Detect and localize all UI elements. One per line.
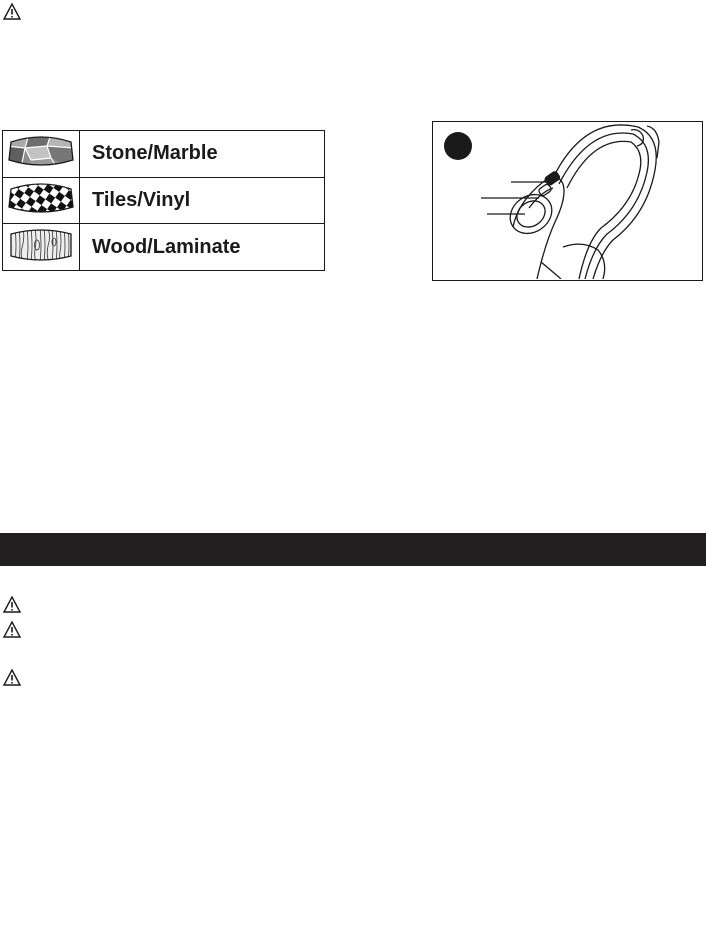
- warning-triangle-icon: [3, 3, 21, 20]
- handheld-device-handle-illustration: [433, 122, 701, 279]
- floor-type-label: Wood/Laminate: [80, 224, 325, 271]
- floor-type-label: Stone/Marble: [80, 131, 325, 178]
- stone-marble-icon: [3, 131, 80, 178]
- warning-triangle-icon: [3, 596, 21, 613]
- floor-type-row: [3, 224, 325, 271]
- step-number-circle: [444, 132, 472, 160]
- floor-type-table: [2, 130, 325, 271]
- device-illustration-figure: [432, 121, 703, 281]
- wood-laminate-icon: [3, 224, 80, 271]
- warning-triangle-icon: [3, 621, 21, 638]
- warning-triangle-icon: [3, 669, 21, 686]
- floor-type-row: [3, 177, 325, 224]
- tiles-vinyl-icon: [3, 177, 80, 224]
- floor-type-label: Tiles/Vinyl: [80, 177, 325, 224]
- section-header-bar: [0, 533, 706, 566]
- floor-type-row: [3, 131, 325, 178]
